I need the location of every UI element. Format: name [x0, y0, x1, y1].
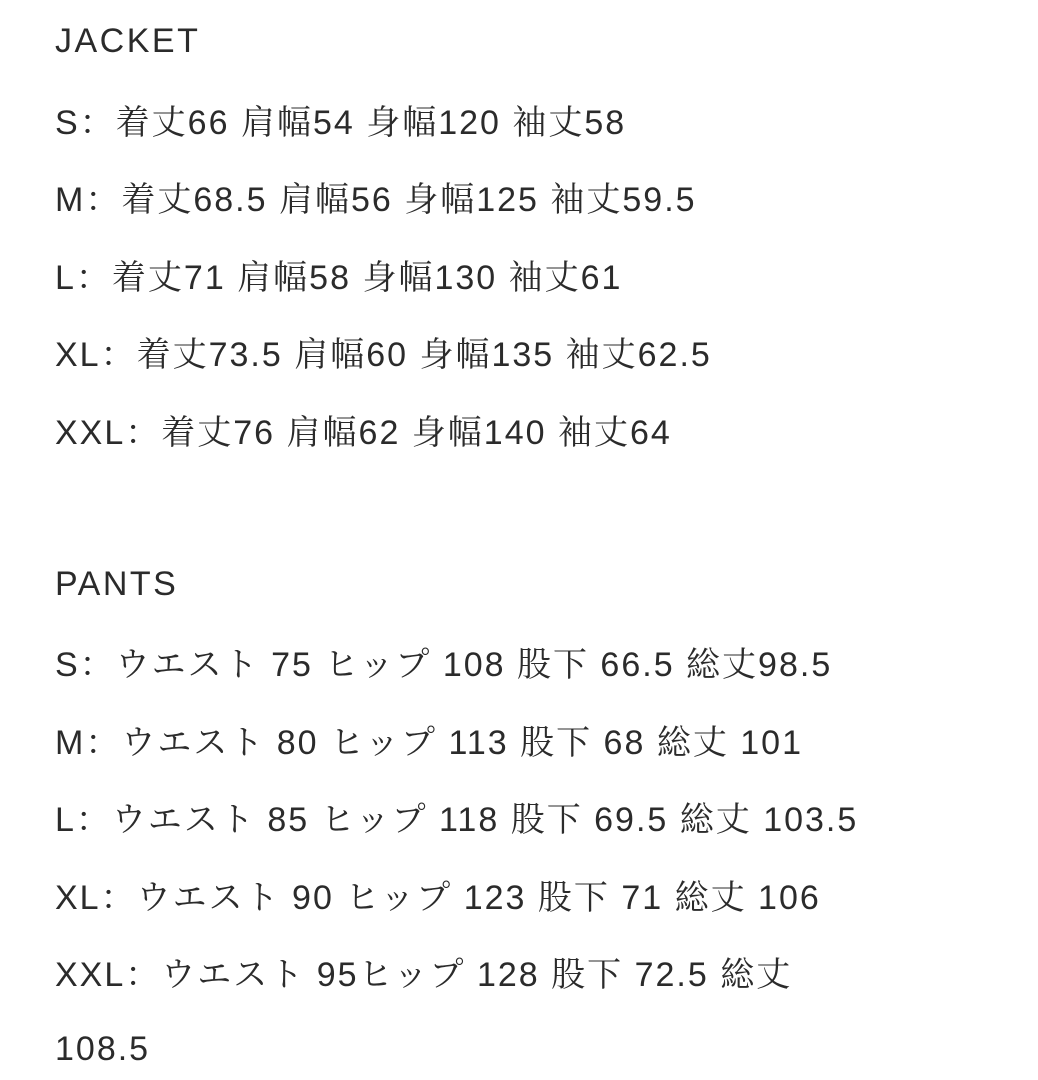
jacket-size-row-s: S：着丈66 肩幅54 身幅120 袖丈58 [55, 103, 627, 142]
pants-size-row-l: L：ウエスト 85 ヒップ 118 股下 69.5 総丈 103.5 [55, 801, 859, 840]
jacket-size-row-xl: XL：着丈73.5 肩幅60 身幅135 袖丈62.5 [55, 336, 712, 375]
pants-size-row-m: M：ウエスト 80 ヒップ 113 股下 68 総丈 101 [55, 723, 803, 762]
pants-size-row-xxl: XXL：ウエスト 95ヒップ 128 股下 72.5 総丈 [55, 956, 793, 995]
section-spacer [55, 468, 1018, 546]
jacket-size-row-xxl: XXL：着丈76 肩幅62 身幅140 袖丈64 [55, 413, 672, 452]
pants-size-row-xxl-continuation: 108.5 [55, 1029, 151, 1068]
pants-size-row-s: S：ウエスト 75 ヒップ 108 股下 66.5 総丈98.5 [55, 646, 833, 685]
pants-size-row-xl: XL：ウエスト 90 ヒップ 123 股下 71 総丈 106 [55, 878, 821, 917]
jacket-size-row-l: L：着丈71 肩幅58 身幅130 袖丈61 [55, 258, 623, 297]
jacket-size-row-m: M：着丈68.5 肩幅56 身幅125 袖丈59.5 [55, 181, 697, 220]
section-title-jacket: JACKET [55, 22, 201, 61]
section-title-pants: PANTS [55, 564, 179, 603]
